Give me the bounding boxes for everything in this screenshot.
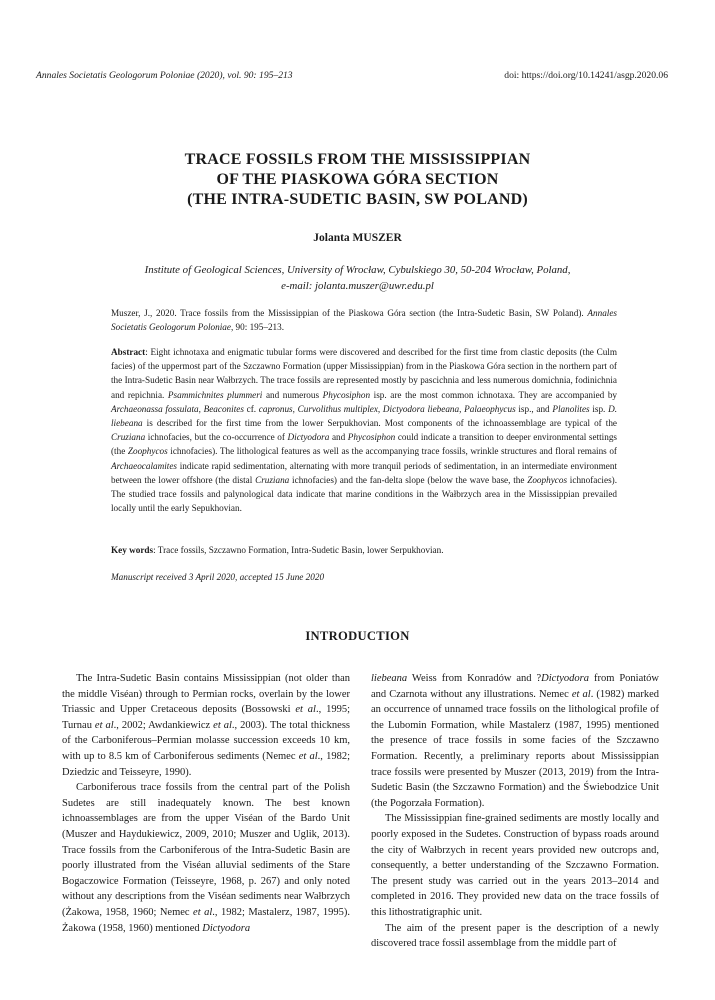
paragraph: The Mississippian fine-grained sediments are mostly locally and poorly exposed in the Sudetes. Construction of bypass roads around the city of Wałbrzych in recent years provided new outcrops and, consequently, a better understanding of the Szczawno Formation. The present study was carried out in the years 2013–2014 and completed in 2016. They provided new data on the trace fossils of this lithostratigraphic unit. <box>371 813 659 918</box>
affiliation-address: Institute of Geological Sciences, University of Wrocław, Cybulskiego 30, 50-204 Wrocław, Poland, <box>144 264 571 276</box>
text-run: ., 1982; Mastalerz, 1987, 1995). Żakowa (1958, 1960) mentioned <box>62 906 351 934</box>
text-run: liebeana <box>371 673 408 684</box>
taxon-name: Dictyodora <box>287 432 330 443</box>
taxon-name: Cruziana <box>111 432 146 443</box>
abstract-text: ichnofacies, but the co-occurrence of <box>145 432 288 443</box>
text-run: Dictyodora <box>541 673 589 684</box>
right-column <box>371 671 659 952</box>
text-run: Dictyodora <box>202 922 251 934</box>
taxon-name: Zoophycos <box>527 474 568 485</box>
taxon-name: Cruziana <box>255 474 290 485</box>
author-name: Jolanta MUSZER <box>313 232 402 244</box>
text-run: ., 1982; Dziedzic and Teisseyre, 1990). <box>62 750 351 778</box>
affiliation-email: e-mail: jolanta.muszer@uwr.edu.pl <box>281 280 434 292</box>
taxon-name: Psammichnites plummeri <box>167 389 263 400</box>
text-run: et al <box>193 906 213 918</box>
abstract-text: is described for the first time from the lower Serpukhovian. Most components of the ichnoassemblage are typical of the <box>142 418 617 429</box>
citation-pages: , 90: 195–213. <box>230 322 285 332</box>
manuscript-dates: Manuscript received 3 April 2020, accepted 15 June 2020 <box>111 572 325 582</box>
text-run: et al <box>298 750 318 762</box>
paragraph <box>62 671 350 780</box>
abstract-text: isp., and <box>515 403 553 414</box>
abstract-text: could indicate a transition to deeper environmental settings (the <box>111 432 617 457</box>
affiliation <box>0 262 715 294</box>
paragraph <box>371 671 659 811</box>
citation-text: Muszer, J., 2020. Trace fossils from the Mississippian of the Piaskowa Góra section (the Intra-Sudetic Basin, SW Poland). <box>111 308 584 318</box>
abstract-label: Abstract <box>111 347 146 357</box>
abstract-text: ichnofacies). The lithological features as well as the accompanying trace fossils, wrinkle structures and floral remains of <box>167 446 617 457</box>
text-run: Weiss from Konradów and ? <box>407 673 542 684</box>
abstract-text: isp. are the most common ichnotaxa. They are accompanied by <box>370 389 618 400</box>
doi-header: doi: https://doi.org/10.14241/asgp.2020.06 <box>504 70 668 81</box>
text-run: ., 2002; Awdankiewicz <box>113 719 214 731</box>
citation-journal: Annales Societatis Geologorum Poloniae <box>111 308 617 332</box>
paragraph: The aim of the present paper is the description of a newly discovered trace fossil assemblage from the middle part of <box>371 922 659 950</box>
text-run: Carboniferous trace fossils from the central part of the Polish Sudetes are still inadequately known. The best known ichnoassemblages are from the upper Viséan of the Bardo Unit (Muszer and Haydukiewicz, 2009, 2010; Muszer and Uglik, 2013). Trace fossils from the Carboniferous of the Intra-Sudetic Basin are poorly illustrated from the Viséan alluvial sediments of the Stare Bogaczowice Formation (Teisseyre, 1968, p. 267) and only noted without any descriptions from the Viséan sediments near Wałbrzych (Żakowa, 1958, 1960; Nemec <box>62 782 350 918</box>
keywords-label: Key words <box>111 545 154 555</box>
left-column <box>62 671 350 936</box>
taxon-name: capronus, Curvolithus multiplex, Dictyodora liebeana, Palaeophycus <box>258 403 516 414</box>
abstract-text: ichnofacies). The studied trace fossils and palynological data indicate that marine conditions in the Wałbrzych area in the Mississippian prevailed locally until the early Sepukhovian. <box>111 474 617 514</box>
title-line: (THE INTRA-SUDETIC BASIN, SW POLAND) <box>187 191 528 208</box>
citation <box>111 306 617 334</box>
abstract-text: and numerous <box>262 389 323 400</box>
taxon-name: Planolites <box>552 403 590 414</box>
text-run: ., 2003). The total thickness of the Carboniferous–Permian molasse succession exceeds 10 km, with up to 8.5 km of Carboniferous sediments (Nemec <box>62 719 350 762</box>
taxon-name: Phycosiphon <box>322 389 371 400</box>
title-line: OF THE PIASKOWA GÓRA SECTION <box>216 171 499 188</box>
title-line: TRACE FOSSILS FROM THE MISSISSIPPIAN <box>184 151 531 168</box>
abstract-text: and <box>329 432 348 443</box>
text-run: et al <box>213 719 232 731</box>
taxon-name: Zoophycos <box>127 446 168 457</box>
text-run: from Poniatów and Czarnota without any illustrations. Nemec <box>371 673 660 700</box>
taxon-name: D. liebeana <box>111 403 617 429</box>
abstract-text: indicate rapid sedimentation, alternating with more tranquil periods of sedimentation, in an intermediate environment between the lower offshore (the distal <box>111 460 617 485</box>
text-run: et al <box>94 719 114 731</box>
text-run: ., 1995; Turnau <box>62 704 350 731</box>
paper-title <box>0 150 715 210</box>
journal-header: Annales Societatis Geologorum Poloniae (2020), vol. 90: 195–213 <box>36 70 293 81</box>
keywords-text: : Trace fossils, Szczawno Formation, Intra-Sudetic Basin, lower Serpukhovian. <box>153 545 444 555</box>
abstract-text: isp. <box>589 403 609 414</box>
taxon-name: Phycosiphon <box>347 432 396 443</box>
abstract <box>111 345 617 515</box>
abstract-text: : Eight ichnotaxa and enigmatic tubular forms were discovered and described for the first time from clastic deposits (the Culm facies) of the uppermost part of the Szczawno Formation (upper Mississippian) from in the Piaskowa Góra section in the northern part of the Intra-Sudetic Basin near Wałbrzych. The trace fossils are represented mostly by pascichnia and less numerous domichnia, fodinichnia and repichnia. <box>111 347 617 400</box>
abstract-text: cf. <box>243 403 259 414</box>
abstract-text: ichnofacies) and the fan-delta slope (below the wave base, the <box>289 474 528 485</box>
text-run: et al <box>295 704 316 716</box>
text-run: . (1982) marked an occurrence of unnamed trace fossils on the lithological profile of the Lubomin Formation, while Mastalerz (1987, 1995) mentioned the presence of trace fossils in some facies of the Szczawno Formation. Recently, a preliminary reports about Mississippian trace fossils were presented by Muszer (2013, 2019) from the Intra-Sudetic Basin (the Szczawno Formation) and the Świebodzice Unit (the Pogorzała Formation). <box>371 688 660 809</box>
text-run: et al <box>571 688 591 700</box>
paragraph <box>62 780 350 936</box>
taxon-name: Archaeonassa fossulata, Beaconites <box>111 403 244 414</box>
text-run: The Intra-Sudetic Basin contains Mississippian (not older than the middle Viséan) through to Permian rocks, overlain by the lower Triassic and Upper Cretaceous deposits (Bossowski <box>62 673 350 716</box>
keywords <box>111 543 617 557</box>
section-heading: INTRODUCTION <box>305 629 410 643</box>
taxon-name: Archaeocalamites <box>111 460 177 471</box>
